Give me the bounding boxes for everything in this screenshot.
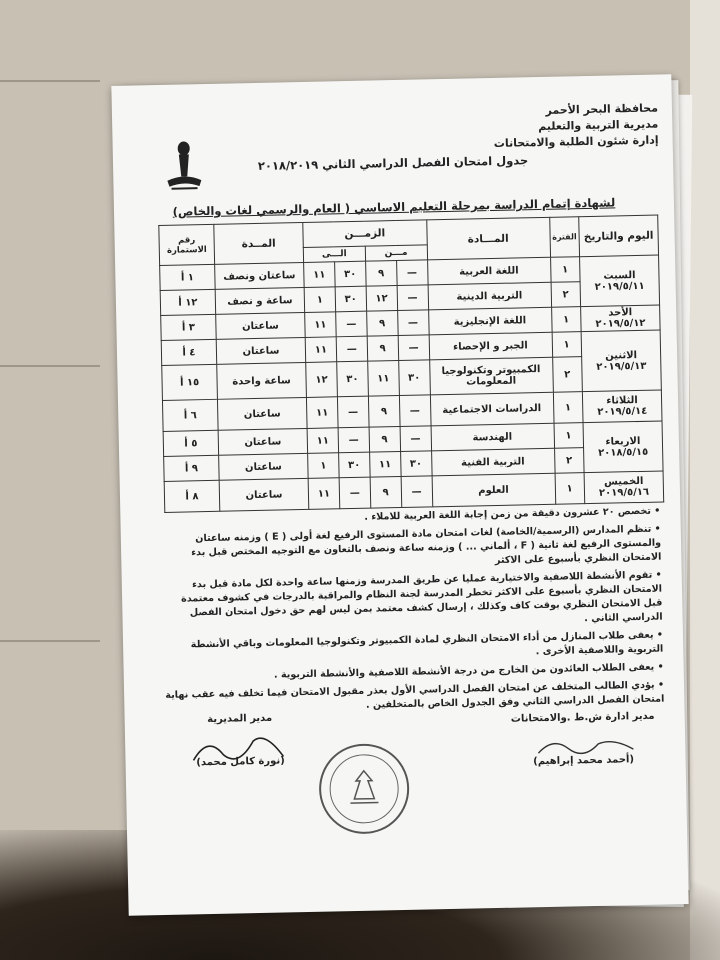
header-line: محافظة البحر الأحمر: [545, 101, 659, 117]
to-hours: ١١: [308, 478, 340, 510]
note-item: • تخصص ٢٠ عشرون دقيقة من زمن إجابة اللغة العربية للاملاء .: [364, 505, 661, 523]
handwritten-signature-icon: [533, 729, 644, 761]
from-hours: ٩: [365, 261, 396, 287]
duration-cell: ساعتان ونصف: [215, 262, 305, 289]
duration-cell: ساعتان: [216, 312, 306, 339]
to-hours: ١١: [305, 337, 336, 363]
signature-name: (أحمد محمد إبراهيم): [533, 754, 635, 768]
header-line: مديرية التربية والتعليم: [538, 117, 659, 134]
to-hours: ١٢: [306, 362, 338, 398]
day-date: ٢٠١٩/٥/١٢: [595, 317, 646, 330]
note-item: • تنظم المدارس (الرسمية/الخاصة) لغات امتحان مادة المستوى الرفيع لغة أولى ( E ) وزمنه ساعتان والمستوى الرفيع لغة ثانية ( F ، ألماني ... ) وزمنه ساعة ونصف بالتعاون مع التوجيه المختص قبل بدء الامتحان النظري بأسبوع على الاكثر: [191, 523, 662, 567]
period-cell: ١: [551, 307, 581, 333]
from-hours: ٩: [366, 311, 397, 337]
signature-title: مدير ادارة ش.ط .والامتحانات: [510, 710, 655, 725]
day-name: الثلاثاء: [606, 395, 638, 407]
header-subject: المـــادة: [426, 217, 550, 260]
period-cell: ١: [555, 473, 585, 505]
signature-name: (نورة كامل محمد): [196, 755, 285, 769]
header-duration: المــدة: [214, 222, 304, 264]
header-line: إدارة شئون الطلبة والامتحانات: [493, 133, 659, 150]
to-hours: ١١: [304, 262, 335, 288]
day-date: ٢٠١٨/٥/١٥: [598, 446, 649, 459]
period-cell: ١: [554, 423, 584, 449]
authority-header: [493, 101, 659, 152]
header-from: مـــن: [365, 245, 427, 261]
from-minutes: ٣٠: [398, 360, 430, 396]
day-date: ٢٠١٩/٥/١٤: [597, 405, 648, 418]
exam-table: [158, 215, 664, 513]
header-day: اليوم والتاريخ: [579, 215, 659, 257]
duration-cell: ساعتان: [219, 453, 309, 480]
period-cell: ١: [550, 257, 580, 283]
duration-cell: ساعتان: [218, 428, 308, 455]
subject-cell: الجبر و الإحصاء: [429, 332, 552, 360]
to-minutes: —: [337, 396, 369, 428]
form-cell: ٥ أ: [163, 430, 219, 456]
from-minutes: —: [397, 285, 428, 311]
form-cell: ٨ أ: [164, 480, 220, 512]
note-item: • يعفى طلاب المنازل من أداء الامتحان النظري لمادة الكمبيوتر وتكنولوجيا المعلومات وباقي الأنشطة التربوية واللاصفية الأخرى .: [190, 629, 664, 658]
from-minutes: —: [397, 310, 428, 336]
day-cell: [583, 421, 663, 473]
day-name: الاربعاء: [605, 435, 641, 448]
to-minutes: —: [336, 311, 367, 337]
period-cell: ٢: [552, 357, 582, 393]
to-minutes: —: [339, 477, 371, 509]
day-name: السبت: [603, 269, 636, 282]
day-cell: [582, 390, 662, 423]
from-minutes: —: [401, 476, 433, 508]
form-cell: ٣ أ: [161, 314, 217, 340]
period-cell: ١: [552, 332, 582, 358]
day-date: ٢٠١٩/٥/١١: [594, 280, 645, 293]
from-hours: ١٢: [366, 286, 397, 312]
duration-cell: ساعتان: [219, 478, 309, 511]
to-minutes: ٣٠: [339, 452, 370, 478]
to-hours: ١: [308, 453, 339, 479]
from-minutes: —: [399, 395, 431, 427]
subject-cell: العلوم: [432, 473, 556, 507]
signature-title: مدير المديرية: [207, 712, 273, 726]
to-hours: ١١: [306, 397, 338, 429]
signature-director: [175, 712, 306, 769]
header-period: الفترة: [549, 217, 579, 258]
to-hours: ١١: [305, 312, 336, 338]
tile-line: [0, 640, 110, 642]
exam-schedule-sheet: [111, 74, 688, 916]
form-cell: ١ أ: [160, 264, 216, 290]
period-cell: ٢: [554, 448, 584, 474]
day-date: ٢٠١٩/٥/١٦: [598, 486, 650, 499]
day-cell: [580, 255, 660, 307]
day-cell: [581, 330, 661, 392]
from-hours: ٩: [370, 476, 402, 508]
note-item: • يؤدي الطالب المتخلف عن امتحان الفصل الدراسي الأول بعذر مقبول الامتحان فيما تخلف فيه عقب نهاية امتحان الفصل الدراسي الثاني وفق الجدول الخاص بالمتخلفين .: [165, 679, 665, 711]
form-cell: ١٢ أ: [160, 289, 216, 315]
subject-cell: التربية الفنية: [431, 448, 554, 476]
schedule-title: جدول امتحان الفصل الدراسي الثاني ٢٠١٨/٢٠١٩: [257, 153, 529, 173]
schedule-subtitle: لشهادة إتمام الدراسة بمرحلة التعليم الاساسي ( العام والرسمي لغات والخاص): [172, 195, 616, 219]
day-name: الخميس: [604, 475, 644, 488]
to-minutes: ٣٠: [335, 261, 366, 287]
form-cell: ٤ أ: [161, 339, 217, 365]
official-seal-icon: [315, 740, 413, 838]
to-minutes: ٣٠: [337, 361, 369, 397]
subject-cell: اللغة العربية: [427, 257, 550, 285]
from-hours: ١١: [367, 361, 399, 397]
floor-tiles: [0, 0, 110, 960]
from-minutes: —: [400, 426, 431, 452]
handwritten-signature-icon: [183, 728, 294, 770]
from-hours: ١١: [369, 451, 400, 477]
to-minutes: ٣٠: [335, 286, 366, 312]
duration-cell: ساعة واحدة: [217, 362, 307, 399]
from-hours: ٩: [368, 395, 400, 427]
tile-line: [0, 365, 110, 367]
form-cell: ١٥ أ: [162, 364, 218, 400]
day-date: ٢٠١٩/٥/١٣: [596, 360, 647, 373]
header-time: الزمـــن: [303, 220, 427, 248]
day-cell: [581, 305, 661, 332]
from-minutes: ٣٠: [400, 451, 431, 477]
to-minutes: —: [336, 336, 367, 362]
from-minutes: —: [398, 335, 429, 361]
from-hours: ٩: [369, 426, 400, 452]
subject-cell: الهندسة: [431, 423, 554, 451]
day-name: الاثنين: [605, 349, 638, 362]
subject-cell: التربية الدينية: [428, 282, 551, 310]
notes-section: [160, 505, 664, 721]
period-cell: ٢: [551, 282, 581, 308]
form-cell: ٦ أ: [162, 399, 218, 431]
right-surface: [690, 0, 720, 960]
subject-cell: الدراسات الاجتماعية: [430, 392, 554, 426]
day-name: الأحد: [608, 307, 633, 319]
to-minutes: —: [338, 427, 369, 453]
duration-cell: ساعتان: [217, 397, 307, 430]
day-cell: [584, 471, 664, 504]
header-form-no: رقم الاستمارة: [159, 224, 215, 265]
from-hours: ٩: [367, 336, 398, 362]
note-item: • تقوم الأنشطة اللاصفية والاختيارية عمليا عن طريق المدرسة وزمنها ساعة واحدة لكل مادة قبل بدء الامتحان النظري بأسبوع على الاكثر تخطر المدرسة لجنة النظام والمراقبة بالدرجات في كشوف معتمدة قبل الامتحان النظري بوقت كاف وكذلك ، إرسال كشف معتمد بمن ليس لهم حق دخول امتحان الفصل الدراسي الثاني .: [181, 569, 663, 625]
subject-cell: الكمبيوتر وتكنولوجيا المعلومات: [429, 357, 553, 395]
to-hours: ١: [304, 287, 335, 313]
signature-director-exams: [503, 711, 664, 768]
from-minutes: —: [396, 260, 427, 286]
duration-cell: ساعة و نصف: [215, 287, 305, 314]
header-to: الـــى: [303, 246, 365, 262]
period-cell: ١: [553, 392, 583, 424]
note-item: • يعفى الطلاب العائدون من الخارج من درجة الأنشطة اللاصفية والأنشطة التربوية .: [273, 661, 664, 681]
subject-cell: اللغة الإنجليزية: [428, 307, 551, 335]
tile-line: [0, 80, 110, 82]
duration-cell: ساعتان: [216, 337, 306, 364]
to-hours: ١١: [307, 428, 338, 454]
form-cell: ٩ أ: [164, 455, 220, 481]
